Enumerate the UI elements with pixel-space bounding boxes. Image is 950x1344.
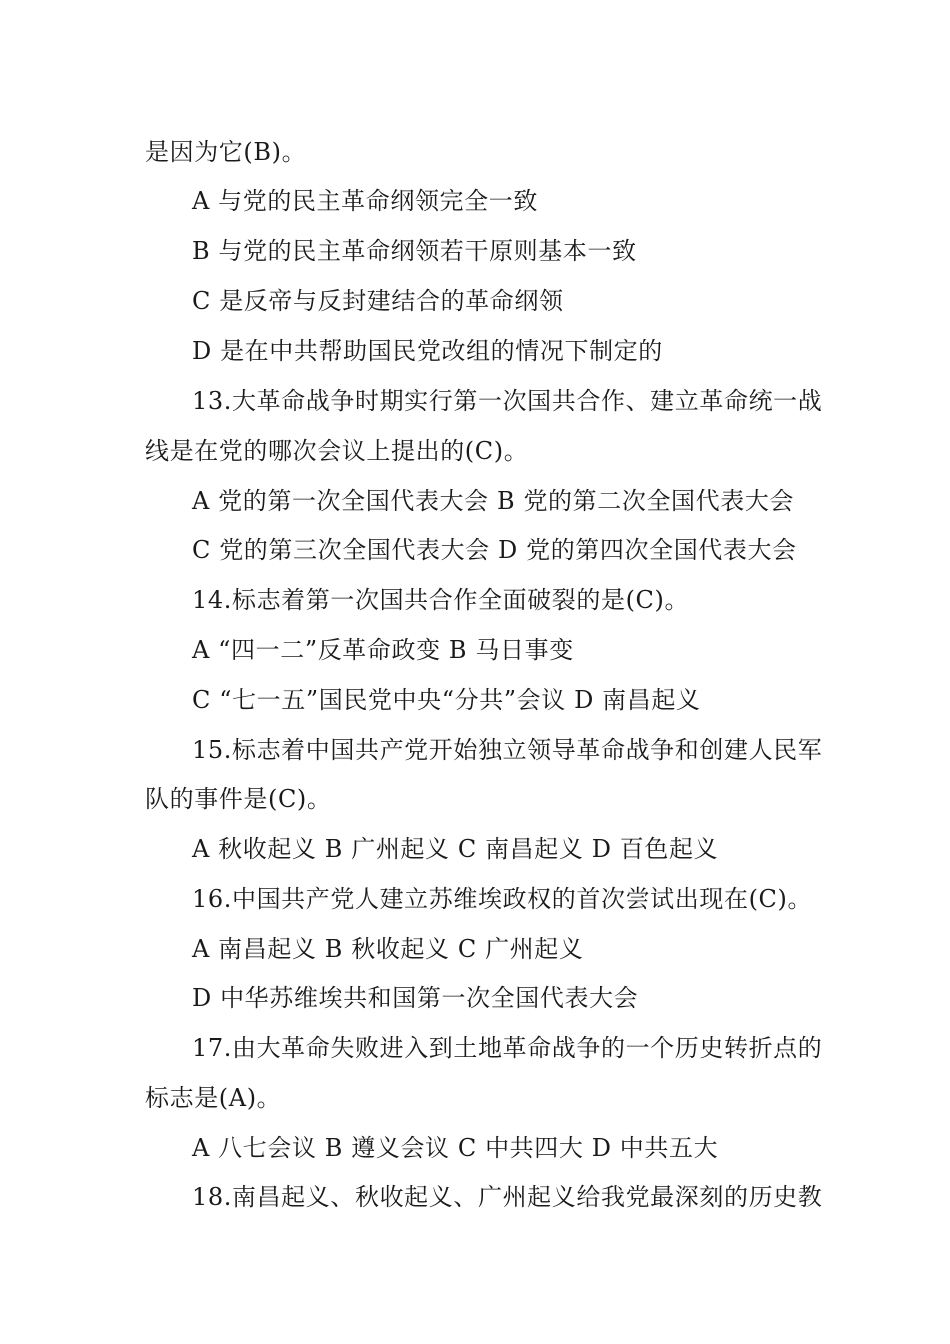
option-line: A 秋收起义 B 广州起义 C 南昌起义 D 百色起义 [192, 835, 719, 863]
question-line: 16.中国共产党人建立苏维埃政权的首次尝试出现在(C)。 [192, 885, 813, 913]
question-line: 14.标志着第一次国共合作全面破裂的是(C)。 [192, 586, 690, 614]
option-line: A 南昌起义 B 秋收起义 C 广州起义 [192, 935, 584, 963]
option-line: B 与党的民主革命纲领若干原则基本一致 [192, 237, 637, 265]
option-line: A 与党的民主革命纲领完全一致 [192, 187, 538, 215]
option-line: C 是反帝与反封建结合的革命纲领 [192, 287, 564, 315]
option-line: A “四一二”反革命政变 B 马日事变 [192, 636, 574, 664]
text-line: 标志是(A)。 [145, 1084, 282, 1112]
text-line: 线是在党的哪次会议上提出的(C)。 [145, 437, 529, 465]
question-line: 15.标志着中国共产党开始独立领导革命战争和创建人民军 [192, 736, 823, 764]
text-line: 队的事件是(C)。 [145, 785, 332, 813]
option-line: C “七一五”国民党中央“分共”会议 D 南昌起义 [192, 686, 701, 714]
option-line: A 党的第一次全国代表大会 B 党的第二次全国代表大会 [192, 487, 795, 515]
question-line: 13.大革命战争时期实行第一次国共合作、建立革命统一战 [192, 387, 823, 415]
option-line: D 是在中共帮助国民党改组的情况下制定的 [192, 337, 663, 365]
option-line: D 中华苏维埃共和国第一次全国代表大会 [192, 984, 639, 1012]
question-line: 18.南昌起义、秋收起义、广州起义给我党最深刻的历史教 [192, 1183, 823, 1211]
text-line: 是因为它(B)。 [145, 138, 307, 166]
option-line: A 八七会议 B 遵义会议 C 中共四大 D 中共五大 [192, 1134, 719, 1162]
question-line: 17.由大革命失败进入到土地革命战争的一个历史转折点的 [192, 1034, 823, 1062]
option-line: C 党的第三次全国代表大会 D 党的第四次全国代表大会 [192, 536, 797, 564]
